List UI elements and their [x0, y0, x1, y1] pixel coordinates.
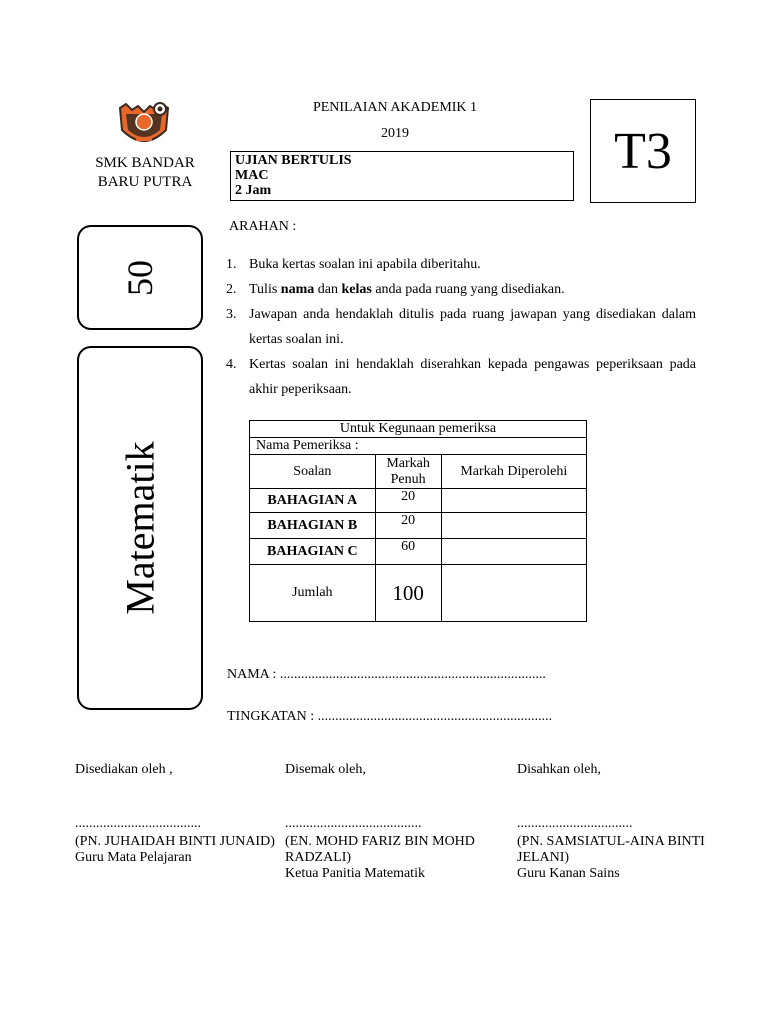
info-line1: UJIAN BERTULIS	[235, 153, 352, 168]
form-code-box	[590, 99, 696, 203]
obtained-mark	[441, 489, 586, 513]
signature-line: ....................................	[75, 816, 201, 831]
instruction-item	[226, 252, 696, 277]
instruction-text: Tulis nama dan kelas anda pada ruang yang disediakan.	[249, 282, 565, 297]
instruction-text: Jawapan anda hendaklah ditulis pada ruang jawapan yang disediakan dalam kertas soalan ini.	[249, 307, 696, 347]
signature-position: Ketua Panitia Matematik	[285, 866, 425, 881]
section-label: BAHAGIAN C	[250, 539, 376, 565]
instruction-item	[226, 302, 696, 352]
table-row	[250, 489, 587, 513]
nama-field[interactable]: NAMA : ............................................................................	[227, 667, 546, 682]
info-line3: 2 Jam	[235, 183, 272, 198]
signature-name: (PN. JUHAIDAH BINTI JUNAID)	[75, 834, 275, 849]
signature-position: Guru Mata Pelajaran	[75, 850, 192, 865]
school-name-line2: BARU PUTRA	[97, 174, 193, 190]
exam-title: PENILAIAN AKADEMIK 1	[312, 100, 478, 115]
instruction-number: 1.	[226, 257, 237, 272]
total-obtained-mark	[441, 565, 586, 622]
obtained-mark	[441, 539, 586, 565]
instruction-number: 2.	[226, 282, 237, 297]
instruction-text: Kertas soalan ini hendaklah diserahkan kepada pengawas peperiksaan pada akhir peperiksaan.	[249, 357, 696, 397]
full-mark: 60	[375, 539, 441, 565]
obtained-mark	[441, 513, 586, 539]
table-caption: Untuk Kegunaan pemeriksa	[250, 421, 587, 438]
exam-year: 2019	[381, 126, 409, 141]
school-logo-icon	[116, 100, 172, 150]
info-line2: MAC	[235, 168, 269, 183]
examiner-table	[249, 420, 587, 622]
instructions-list	[226, 252, 696, 402]
form-code: T3	[614, 122, 672, 180]
section-label: BAHAGIAN B	[250, 513, 376, 539]
instruction-item	[226, 352, 696, 402]
examiner-name-row: Nama Pemeriksa :	[250, 438, 587, 455]
tingkatan-field[interactable]: TINGKATAN : ...................................................................	[227, 709, 553, 724]
signature-line: .......................................	[285, 816, 422, 831]
total-marks-value: 50	[120, 259, 160, 296]
total-full-mark: 100	[375, 565, 441, 622]
subject-name: Matematik	[117, 441, 163, 615]
table-row	[250, 513, 587, 539]
total-marks-box	[77, 225, 203, 330]
signature-role: Disahkan oleh,	[517, 762, 601, 777]
signature-name: (EN. MOHD FARIZ BIN MOHD RADZALI)	[285, 834, 475, 865]
table-total-row	[250, 565, 587, 622]
signature-block-prepared	[75, 762, 275, 866]
signature-role: Disemak oleh,	[285, 762, 366, 777]
section-label: BAHAGIAN A	[250, 489, 376, 513]
full-mark: 20	[375, 513, 441, 539]
signature-line: .................................	[517, 816, 633, 831]
exam-info-box	[230, 151, 574, 201]
signature-name: (PN. SAMSIATUL-AINA BINTI JELANI)	[517, 834, 705, 865]
school-name	[78, 154, 212, 192]
header-soalan: Soalan	[250, 455, 376, 489]
signature-position: Guru Kanan Sains	[517, 866, 620, 881]
table-row	[250, 539, 587, 565]
instruction-number: 4.	[226, 357, 237, 372]
subject-box	[77, 346, 203, 710]
header-markah-diperolehi: Markah Diperolehi	[441, 455, 586, 489]
signature-block-reviewed	[285, 762, 495, 882]
instructions-title: ARAHAN :	[229, 219, 297, 234]
full-mark: 20	[375, 489, 441, 513]
total-label: Jumlah	[250, 565, 376, 622]
signature-block-approved	[517, 762, 717, 882]
signature-role: Disediakan oleh ,	[75, 762, 173, 777]
instruction-text: Buka kertas soalan ini apabila diberitahu.	[249, 257, 481, 272]
instruction-item	[226, 277, 696, 302]
school-name-line1: SMK BANDAR	[95, 155, 195, 171]
header-markah-penuh: Markah Penuh	[375, 455, 441, 489]
instruction-number: 3.	[226, 307, 237, 322]
